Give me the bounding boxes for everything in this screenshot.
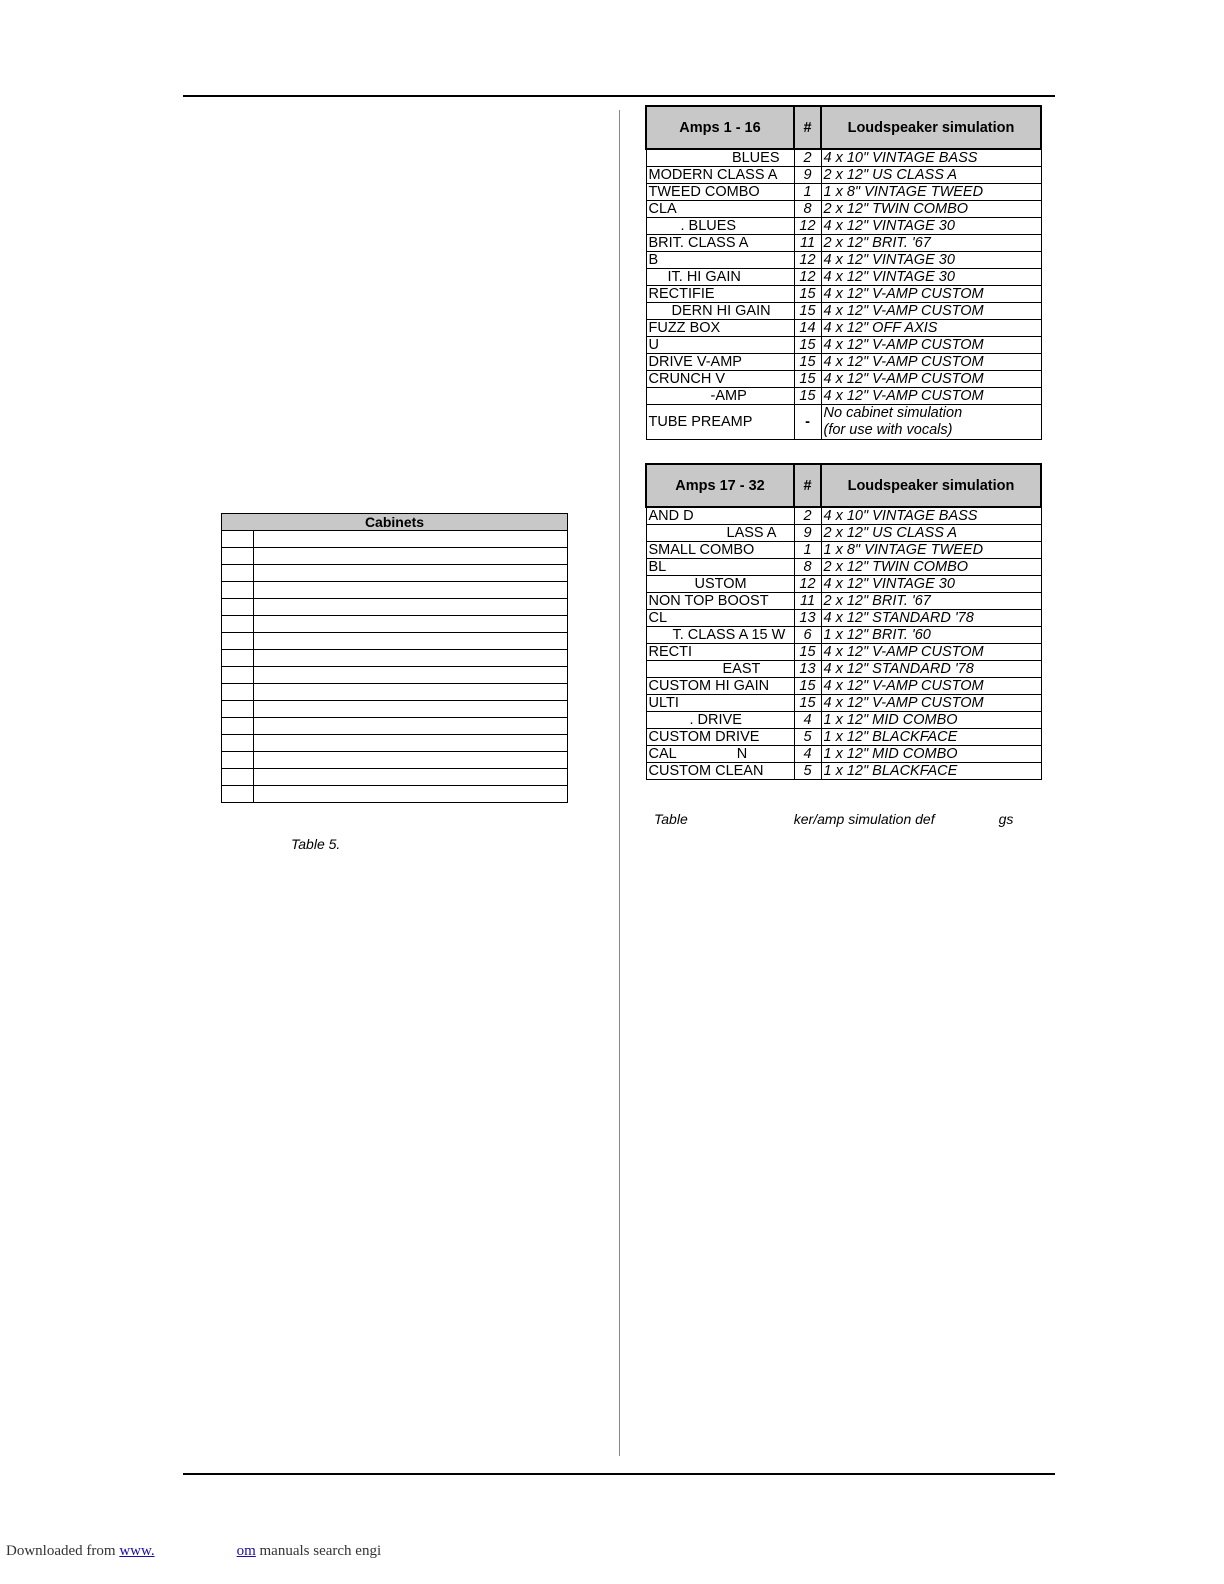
cabinet-number: 15 xyxy=(794,354,821,371)
table-row xyxy=(222,531,568,548)
footer-prefix: Downloaded from xyxy=(6,1543,116,1559)
table-row xyxy=(222,565,568,582)
speaker-sim: 2 x 12" TWIN COMBO xyxy=(821,201,1041,218)
table-row xyxy=(222,769,568,786)
amp-name: CUSTOM DRIVE xyxy=(646,729,794,746)
speaker-sim: 1 x 12" BRIT. '60 xyxy=(821,627,1041,644)
cabinet-number: 14 xyxy=(794,320,821,337)
table-row xyxy=(222,735,568,752)
amp-name: EAST xyxy=(646,661,794,678)
cabinet-number: 13 xyxy=(794,610,821,627)
amps-header: Amps 17 - 32 xyxy=(646,464,794,507)
amp-name: NON TOP BOOST xyxy=(646,593,794,610)
table-row xyxy=(646,201,1041,218)
speaker-sim: 4 x 10" VINTAGE BASS xyxy=(821,149,1041,167)
cabinets-table xyxy=(221,513,568,803)
cabinet-name-cell xyxy=(254,633,568,650)
cabinet-number-cell xyxy=(222,531,254,548)
amp-name: CUSTOM CLEAN xyxy=(646,763,794,780)
amp-name: LASS A xyxy=(646,525,794,542)
amp-name: CUSTOM HI GAIN xyxy=(646,678,794,695)
cabinets-header: Cabinets xyxy=(222,514,568,531)
cabinet-number: 15 xyxy=(794,678,821,695)
cabinet-number-cell xyxy=(222,735,254,752)
cabinet-number: 15 xyxy=(794,286,821,303)
cabinet-number: 12 xyxy=(794,576,821,593)
table-row xyxy=(222,599,568,616)
caption-part-3: gs xyxy=(998,811,1014,827)
amp-name: . BLUES xyxy=(646,218,794,235)
amp-name: MODERN CLASS A xyxy=(646,167,794,184)
cabinet-number-cell xyxy=(222,684,254,701)
cabinet-number: 15 xyxy=(794,303,821,320)
cabinet-number: 9 xyxy=(794,525,821,542)
speaker-sim: 4 x 12" VINTAGE 30 xyxy=(821,218,1041,235)
speaker-sim: 4 x 12" STANDARD '78 xyxy=(821,610,1041,627)
amp-name: BRIT. CLASS A xyxy=(646,235,794,252)
cabinets-caption: Table 5. xyxy=(291,836,341,852)
table-row xyxy=(646,235,1041,252)
table-row xyxy=(646,218,1041,235)
cabinet-name-cell xyxy=(254,769,568,786)
amp-name xyxy=(646,746,794,763)
table-row xyxy=(222,667,568,684)
table-row xyxy=(646,269,1041,286)
speaker-sim: 4 x 12" V-AMP CUSTOM xyxy=(821,354,1041,371)
amps-header: Amps 1 - 16 xyxy=(646,106,794,149)
amp-name: AND D xyxy=(646,507,794,525)
speaker-sim: 4 x 12" V-AMP CUSTOM xyxy=(821,337,1041,354)
amp-name: CL xyxy=(646,610,794,627)
speaker-sim: 1 x 8" VINTAGE TWEED xyxy=(821,542,1041,559)
table-row xyxy=(222,718,568,735)
column-divider xyxy=(619,110,620,1456)
amp-name: SMALL COMBO xyxy=(646,542,794,559)
cabinet-number-cell xyxy=(222,667,254,684)
top-rule xyxy=(183,95,1055,97)
table-row xyxy=(646,712,1041,729)
cabinet-number: 1 xyxy=(794,542,821,559)
cabinet-name-cell xyxy=(254,582,568,599)
cabinet-number-cell xyxy=(222,752,254,769)
table-row xyxy=(646,167,1041,184)
cabinet-name-cell xyxy=(254,565,568,582)
table-row xyxy=(646,746,1041,763)
cabinet-number: 15 xyxy=(794,371,821,388)
cabinet-number: 15 xyxy=(794,695,821,712)
cabinet-number-cell xyxy=(222,599,254,616)
table-row xyxy=(646,149,1041,167)
cabinet-number: 12 xyxy=(794,218,821,235)
table-row xyxy=(646,644,1041,661)
speaker-sim: 2 x 12" BRIT. '67 xyxy=(821,593,1041,610)
speaker-sim: 1 x 8" VINTAGE TWEED xyxy=(821,184,1041,201)
table-row xyxy=(646,593,1041,610)
cabinet-name-cell xyxy=(254,616,568,633)
number-header: # xyxy=(794,106,821,149)
speaker-sim-line-1: No cabinet simulation xyxy=(823,405,963,421)
amp-name: U xyxy=(646,337,794,354)
amps-17-32-table xyxy=(645,463,1042,780)
cabinet-number: 11 xyxy=(794,235,821,252)
speaker-sim: 4 x 12" VINTAGE 30 xyxy=(821,252,1041,269)
speaker-sim: 4 x 12" V-AMP CUSTOM xyxy=(821,678,1041,695)
table-row xyxy=(222,752,568,769)
table-row xyxy=(222,582,568,599)
table-row xyxy=(222,650,568,667)
cabinet-number: 8 xyxy=(794,559,821,576)
speaker-sim: 1 x 12" BLACKFACE xyxy=(821,729,1041,746)
speaker-sim: 4 x 12" V-AMP CUSTOM xyxy=(821,303,1041,320)
cabinet-name-cell xyxy=(254,599,568,616)
amp-name-end: N xyxy=(736,746,748,762)
speaker-sim: 2 x 12" US CLASS A xyxy=(821,167,1041,184)
table-row xyxy=(222,701,568,718)
amp-name: IT. HI GAIN xyxy=(646,269,794,286)
cabinet-number: 15 xyxy=(794,337,821,354)
cabinet-name-cell xyxy=(254,650,568,667)
speaker-sim: 4 x 12" V-AMP CUSTOM xyxy=(821,286,1041,303)
cabinet-number: 15 xyxy=(794,388,821,405)
table-row xyxy=(222,548,568,565)
cabinet-number: 2 xyxy=(794,507,821,525)
cabinet-name-cell xyxy=(254,718,568,735)
cabinet-number: 4 xyxy=(794,712,821,729)
table-row xyxy=(646,763,1041,780)
download-footer xyxy=(6,1543,381,1560)
loudspeaker-header: Loudspeaker simulation xyxy=(821,464,1041,507)
cabinet-number: 4 xyxy=(794,746,821,763)
speaker-sim: 4 x 12" VINTAGE 30 xyxy=(821,269,1041,286)
speaker-sim: 4 x 12" STANDARD '78 xyxy=(821,661,1041,678)
speaker-sim-line-2: (for use with vocals) xyxy=(823,422,953,438)
table-row xyxy=(646,303,1041,320)
table-row xyxy=(646,354,1041,371)
speaker-sim: 4 x 12" V-AMP CUSTOM xyxy=(821,695,1041,712)
cabinet-number: 11 xyxy=(794,593,821,610)
cabinet-number-cell xyxy=(222,786,254,803)
table-row xyxy=(646,252,1041,269)
cabinet-number-cell xyxy=(222,565,254,582)
table-row xyxy=(222,684,568,701)
amp-name: -AMP xyxy=(646,388,794,405)
cabinet-name-cell xyxy=(254,752,568,769)
speaker-sim: 4 x 12" V-AMP CUSTOM xyxy=(821,644,1041,661)
table-row xyxy=(646,695,1041,712)
table-row xyxy=(646,610,1041,627)
amp-name: DERN HI GAIN xyxy=(646,303,794,320)
cabinet-number-cell xyxy=(222,582,254,599)
amp-name: B xyxy=(646,252,794,269)
number-header: # xyxy=(794,464,821,507)
caption-part-1: Table xyxy=(654,811,688,827)
amp-name: FUZZ BOX xyxy=(646,320,794,337)
speaker-sim xyxy=(821,405,1041,440)
cabinet-name-cell xyxy=(254,786,568,803)
amp-name: BLUES xyxy=(646,149,794,167)
loudspeaker-header: Loudspeaker simulation xyxy=(821,106,1041,149)
amp-name: CRUNCH V xyxy=(646,371,794,388)
cabinet-number: - xyxy=(794,405,821,440)
amp-name: ULTI xyxy=(646,695,794,712)
table-row xyxy=(646,542,1041,559)
amp-name: TUBE PREAMP xyxy=(646,405,794,440)
cabinet-number: 12 xyxy=(794,252,821,269)
footer-suffix: manuals search engi xyxy=(259,1543,382,1559)
cabinet-number-cell xyxy=(222,650,254,667)
speaker-sim: 4 x 12" OFF AXIS xyxy=(821,320,1041,337)
cabinet-number: 2 xyxy=(794,149,821,167)
cabinet-name-cell xyxy=(254,548,568,565)
amp-name: TWEED COMBO xyxy=(646,184,794,201)
cabinet-number: 9 xyxy=(794,167,821,184)
speaker-sim: 2 x 12" TWIN COMBO xyxy=(821,559,1041,576)
speaker-sim: 2 x 12" US CLASS A xyxy=(821,525,1041,542)
table-row xyxy=(646,371,1041,388)
cabinet-number-cell xyxy=(222,616,254,633)
amp-name: RECTIFIE xyxy=(646,286,794,303)
cabinet-number-cell xyxy=(222,548,254,565)
table-row xyxy=(646,507,1041,525)
table-row xyxy=(646,184,1041,201)
table-row xyxy=(222,633,568,650)
table-row xyxy=(646,661,1041,678)
speaker-sim: 4 x 12" V-AMP CUSTOM xyxy=(821,371,1041,388)
amp-name: DRIVE V-AMP xyxy=(646,354,794,371)
table-row xyxy=(222,616,568,633)
amp-name-start: CAL xyxy=(648,746,677,762)
cabinet-number: 13 xyxy=(794,661,821,678)
cabinet-name-cell xyxy=(254,531,568,548)
cabinet-name-cell xyxy=(254,667,568,684)
table-row xyxy=(646,286,1041,303)
cabinet-number-cell xyxy=(222,701,254,718)
amp-table-caption xyxy=(654,811,1013,827)
table-row xyxy=(646,320,1041,337)
cabinet-name-cell xyxy=(254,735,568,752)
cabinet-number: 5 xyxy=(794,763,821,780)
cabinet-number-cell xyxy=(222,769,254,786)
amp-name: RECTI xyxy=(646,644,794,661)
cabinet-number-cell xyxy=(222,718,254,735)
table-row xyxy=(646,337,1041,354)
cabinet-number-cell xyxy=(222,633,254,650)
speaker-sim: 1 x 12" MID COMBO xyxy=(821,746,1041,763)
speaker-sim: 4 x 12" VINTAGE 30 xyxy=(821,576,1041,593)
table-row xyxy=(646,525,1041,542)
speaker-sim: 4 x 10" VINTAGE BASS xyxy=(821,507,1041,525)
speaker-sim: 2 x 12" BRIT. '67 xyxy=(821,235,1041,252)
speaker-sim: 4 x 12" V-AMP CUSTOM xyxy=(821,388,1041,405)
cabinet-number: 6 xyxy=(794,627,821,644)
amp-name: BL xyxy=(646,559,794,576)
table-row xyxy=(646,388,1041,405)
cabinet-number: 8 xyxy=(794,201,821,218)
speaker-sim: 1 x 12" MID COMBO xyxy=(821,712,1041,729)
table-row xyxy=(646,576,1041,593)
cabinet-number: 1 xyxy=(794,184,821,201)
table-row xyxy=(646,627,1041,644)
cabinet-number: 12 xyxy=(794,269,821,286)
bottom-rule xyxy=(183,1473,1055,1475)
footer-link[interactable]: www. om xyxy=(119,1543,256,1559)
amp-name: CLA xyxy=(646,201,794,218)
caption-part-2: ker/amp simulation def xyxy=(793,811,935,827)
table-row xyxy=(646,559,1041,576)
cabinet-name-cell xyxy=(254,684,568,701)
amp-name: USTOM xyxy=(646,576,794,593)
cabinet-number: 15 xyxy=(794,644,821,661)
cabinet-number: 5 xyxy=(794,729,821,746)
cabinet-name-cell xyxy=(254,701,568,718)
table-row xyxy=(222,786,568,803)
amp-name: T. CLASS A 15 W xyxy=(646,627,794,644)
table-row xyxy=(646,405,1041,440)
amp-name: . DRIVE xyxy=(646,712,794,729)
table-row xyxy=(646,678,1041,695)
speaker-sim: 1 x 12" BLACKFACE xyxy=(821,763,1041,780)
amps-1-16-table xyxy=(645,105,1042,440)
table-row xyxy=(646,729,1041,746)
